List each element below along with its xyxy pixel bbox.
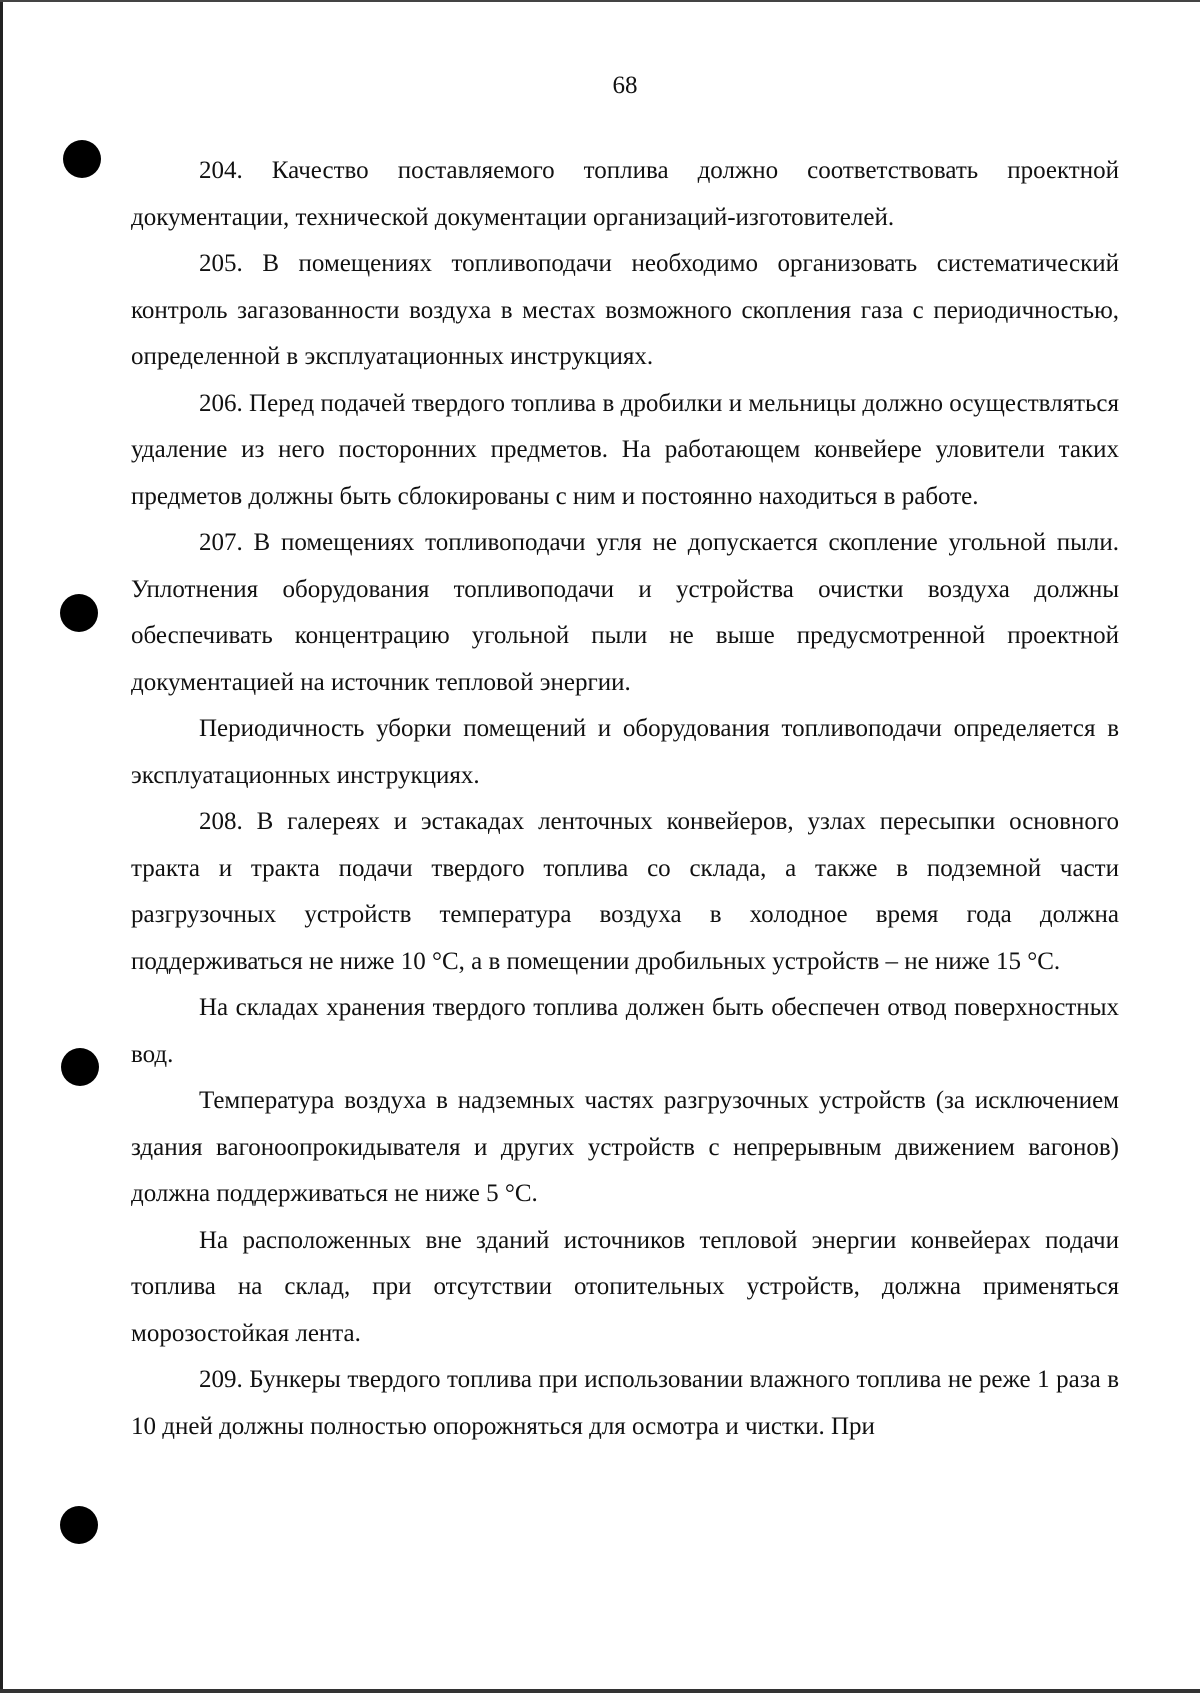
paragraph-208-belt: На расположенных вне зданий источников тепловой энергии конвейерах подачи топлива на склад, при отсутствии отопительных устройств, должна применяться морозостойкая лента. xyxy=(131,1226,1119,1347)
paragraph-206: 206. Перед подачей твердого топлива в дробилки и мельницы должно осуществляться удаление из него посторонних предметов. На работающем конвейере уловители таких предметов должны быть сблокированы с ним и постоянно находиться в работе. xyxy=(131,389,1119,510)
punch-hole-1 xyxy=(63,140,101,178)
paragraph-209: 209. Бункеры твердого топлива при использовании влажного топлива не реже 1 раза в 10 дней должны полностью опорожняться для осмотра и чистки. При xyxy=(131,1366,1119,1440)
document-body xyxy=(131,148,1119,1450)
punch-hole-4 xyxy=(60,1506,98,1544)
paragraph-208-drainage: На складах хранения твердого топлива должен быть обеспечен отвод поверхностных вод. xyxy=(131,994,1119,1068)
paragraph-204: 204. Качество поставляемого топлива должно соответствовать проектной документации, технической документации организаций-изготовителей. xyxy=(131,157,1119,231)
paragraph-205: 205. В помещениях топливоподачи необходимо организовать систематический контроль загазованности воздуха в местах возможного скопления газа с периодичностью, определенной в эксплуатационных инструкциях. xyxy=(131,250,1119,370)
scan-edge-bottom xyxy=(0,1689,1200,1693)
punch-hole-2 xyxy=(60,594,98,632)
paragraph-207-cleaning: Периодичность уборки помещений и оборудования топливоподачи определяется в эксплуатационных инструкциях. xyxy=(131,715,1119,789)
paragraph-207: 207. В помещениях топливоподачи угля не допускается скопление угольной пыли. Уплотнения оборудования топливоподачи и устройства очистки воздуха должны обеспечивать концентрацию угольной пыли не выше предусмотренной проектной документацией на источник тепловой энергии. xyxy=(131,529,1119,696)
paragraph-208-temperature: Температура воздуха в надземных частях разгрузочных устройств (за исключением здания вагоноопрокидывателя и других устройств с непрерывным движением вагонов) должна поддерживаться не ниже 5 °С. xyxy=(131,1087,1119,1207)
scan-edge-top xyxy=(0,0,1200,2)
scan-edge-left xyxy=(0,0,3,1693)
paragraph-208: 208. В галереях и эстакадах ленточных конвейеров, узлах пересыпки основного тракта и тракта подачи твердого топлива со склада, а также в подземной части разгрузочных устройств температура воздуха в холодное время года должна поддерживаться не ниже 10 °С, а в помещении дробильных устройств – не ниже 15 °С. xyxy=(131,808,1119,975)
page-number: 68 xyxy=(612,72,638,99)
punch-hole-3 xyxy=(61,1048,99,1086)
